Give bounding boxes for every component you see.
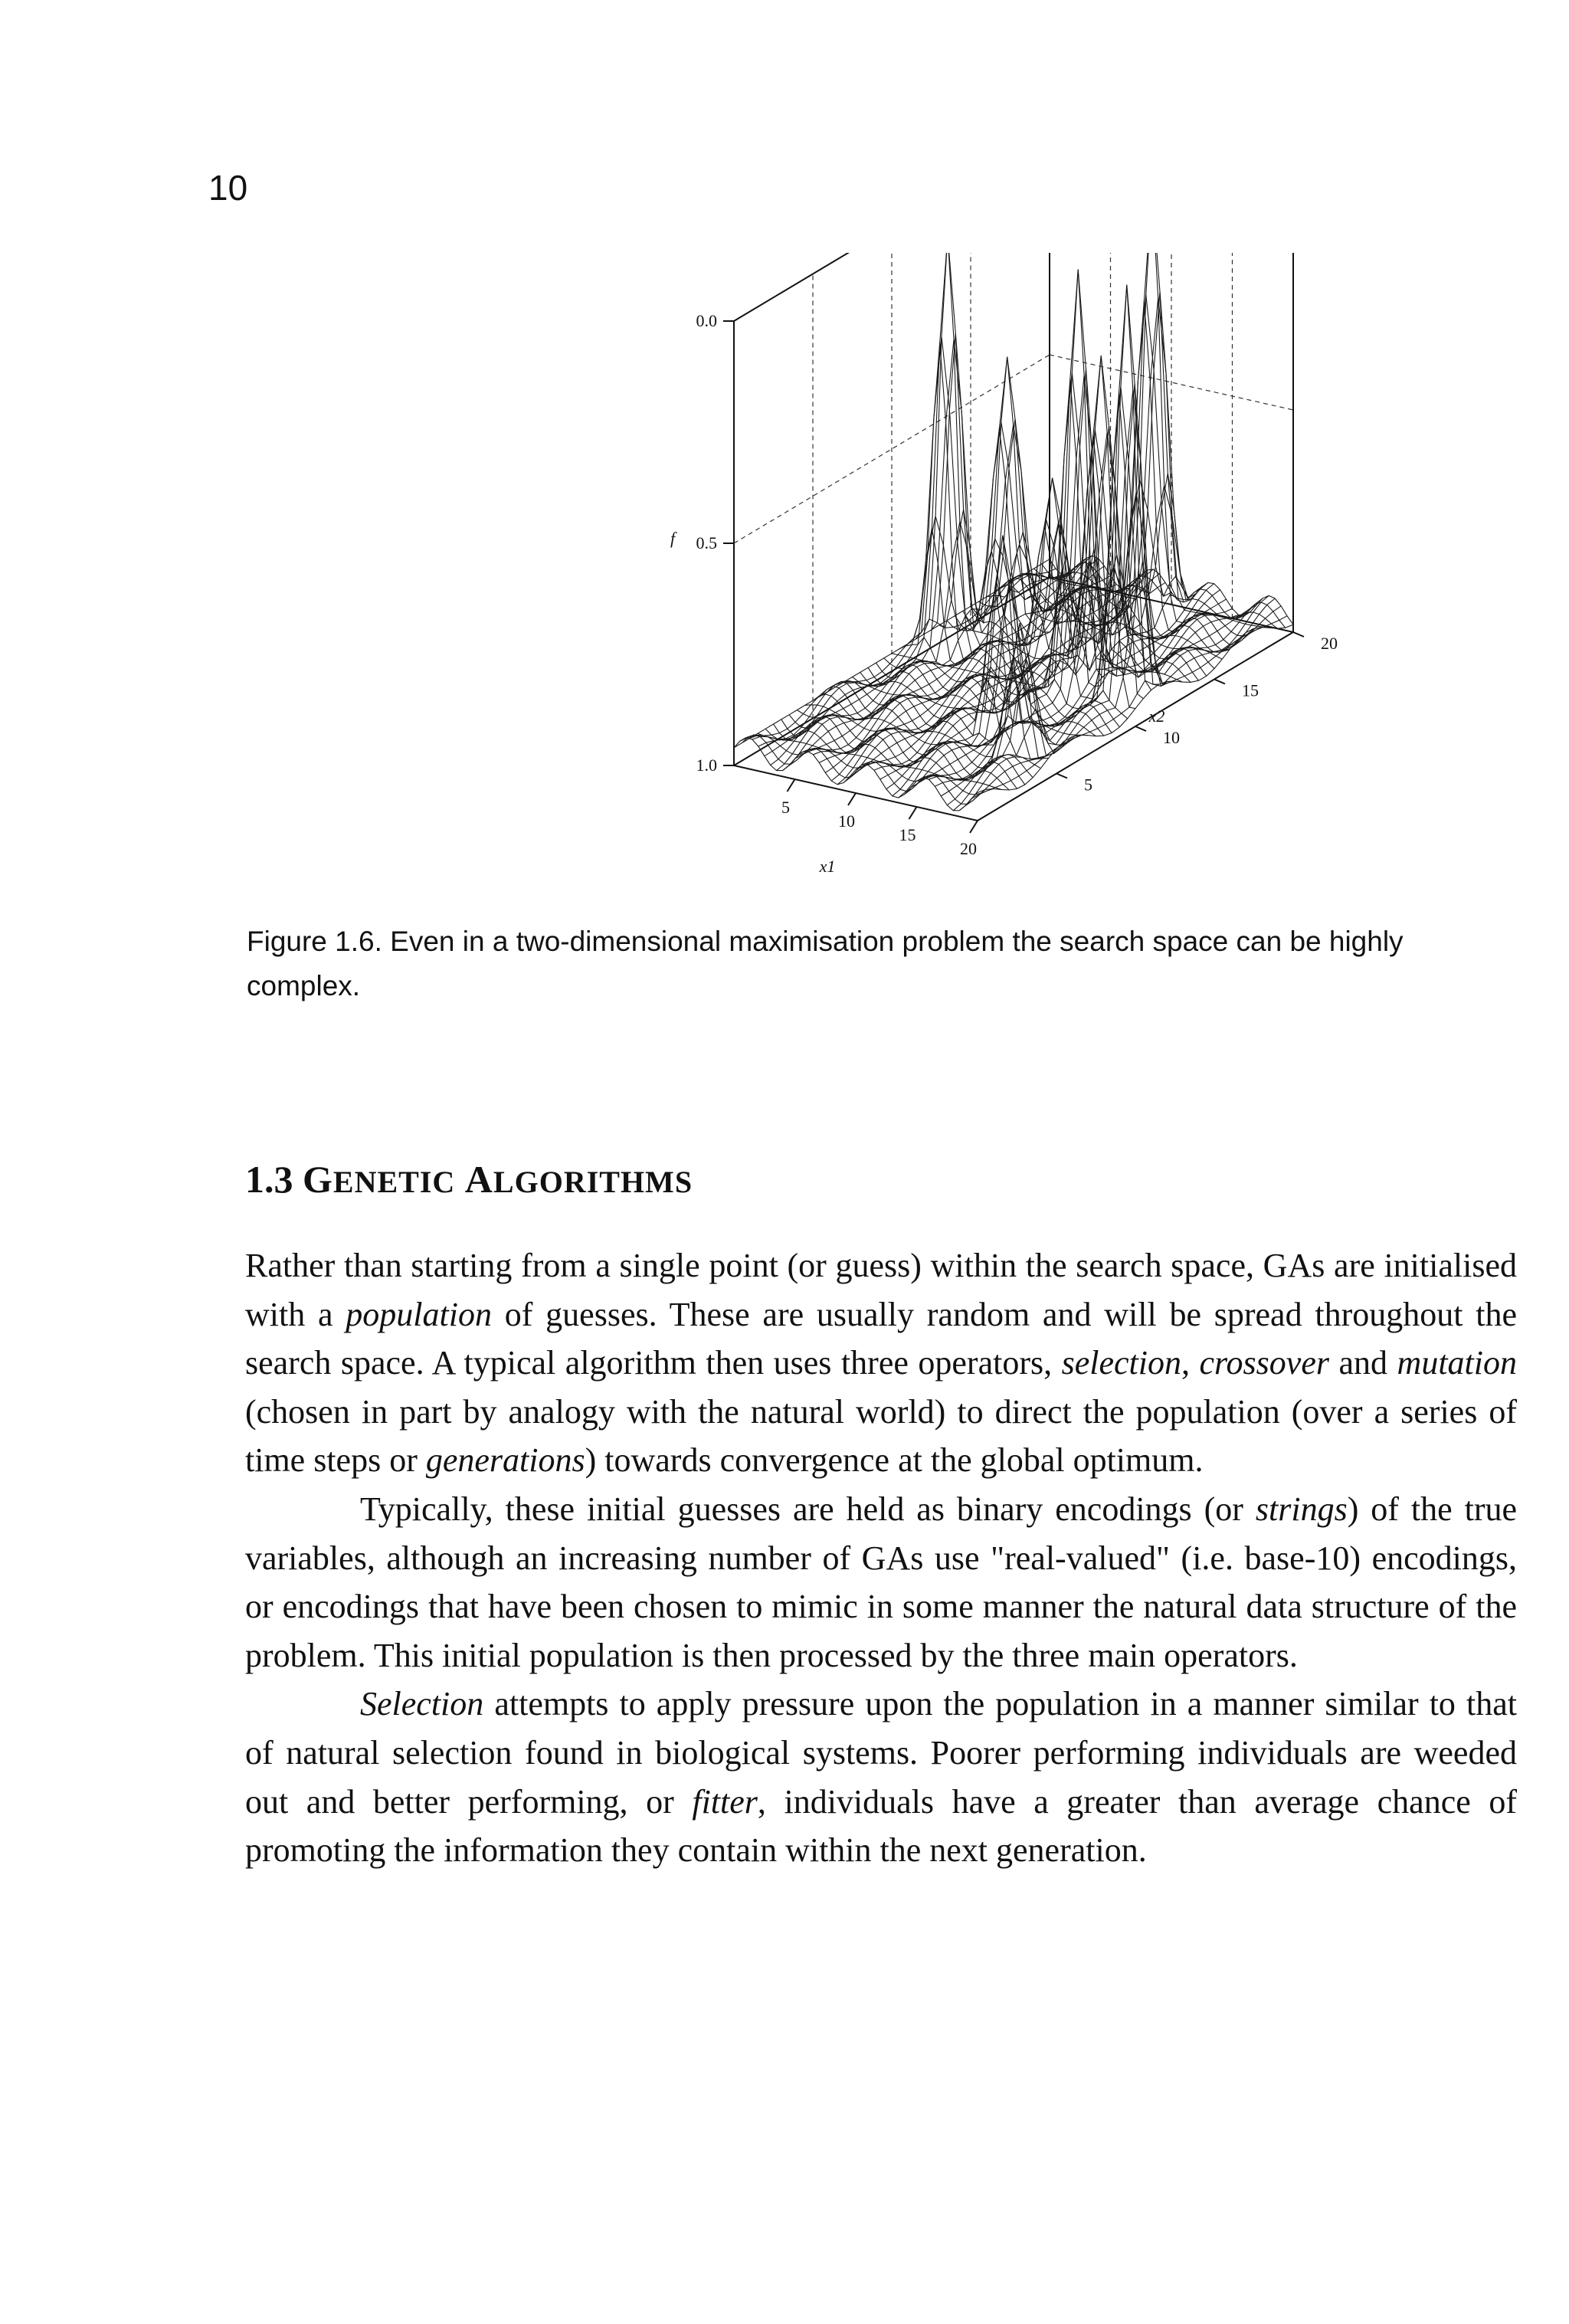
x1-tick-mark-2 — [909, 807, 917, 819]
z-axis-label: f — [670, 529, 676, 548]
section-heading — [245, 1157, 693, 1201]
surface-mesh-line-x1-2 — [746, 516, 1062, 739]
section-number: 1.3 — [245, 1158, 293, 1201]
surface-plot-svg — [536, 253, 1348, 919]
plot-surface — [734, 253, 1293, 811]
page-number: 10 — [208, 168, 248, 208]
x2-tick-mark-3 — [1293, 632, 1304, 637]
x2-tick-label-3: 20 — [1321, 634, 1338, 653]
x1-tick-mark-3 — [970, 821, 978, 833]
x1-axis-label: x1 — [819, 857, 836, 876]
figure-surface-plot — [536, 253, 1348, 919]
x1-tick-label-1: 10 — [838, 811, 855, 831]
x2-tick-mark-2 — [1214, 680, 1225, 684]
surface-mesh-line-x1-38 — [965, 574, 1281, 806]
z-tick-label-2: 0.0 — [696, 311, 717, 330]
surface-mesh-line-x2-7 — [789, 714, 1033, 778]
x2-tick-mark-1 — [1135, 726, 1146, 731]
section-title-word-1: GENETIC — [303, 1158, 456, 1201]
figure-caption: Figure 1.6. Even in a two-dimensional maximisation problem the search space can be highly complex. — [247, 926, 1404, 1001]
x1-tick-label-3: 20 — [960, 839, 977, 858]
paragraph-2: Typically, these initial guesses are held as binary encodings (or strings) of the true variables, although an increasing number of GAs use "real-valued" (i.e. base-10) encodings, or encodings that have been chosen to mimic in some manner the natural data structure of the problem. This initial population is then processed by the three main operators. — [245, 1490, 1518, 1674]
z-tick-label-0: 1.0 — [696, 756, 717, 775]
x2-tick-mark-0 — [1056, 774, 1067, 778]
section-title-word-2: ALGORITHMS — [464, 1158, 693, 1201]
x1-tick-mark-0 — [788, 779, 795, 792]
x2-tick-label-0: 5 — [1084, 775, 1092, 795]
x1-tick-label-0: 5 — [781, 798, 790, 817]
paragraph-1: Rather than starting from a single point (or guess) within the search space, GAs are initialised with a population of guesses. These are usually random and will be spread throughout the search space. A typical algorithm then uses three operators, selection, crossover and mutation (chosen in part by analogy with the natural world) to direct the population (over a series of time steps or generations) towards convergence at the global optimum. — [245, 1247, 1517, 1480]
x1-tick-label-2: 15 — [899, 825, 916, 844]
x2-tick-label-2: 15 — [1242, 680, 1259, 700]
x1-tick-mark-1 — [848, 793, 856, 805]
plot-walls — [734, 253, 1293, 765]
surface-mesh-line-x1-5 — [765, 339, 1080, 756]
x2-tick-label-1: 10 — [1163, 728, 1180, 747]
z-tick-label-1: 0.5 — [696, 533, 717, 552]
x2-axis-label: x2 — [1148, 706, 1165, 726]
body-text — [245, 1241, 1517, 1875]
paragraph-3: Selection attempts to apply pressure upon the population in a manner similar to that of natural selection found in biological systems. Poorer performing individuals are weeded out and better performing, or fitter, individuals have a greater than average chance of promoting the information they contain within the next generation. — [245, 1685, 1517, 1870]
